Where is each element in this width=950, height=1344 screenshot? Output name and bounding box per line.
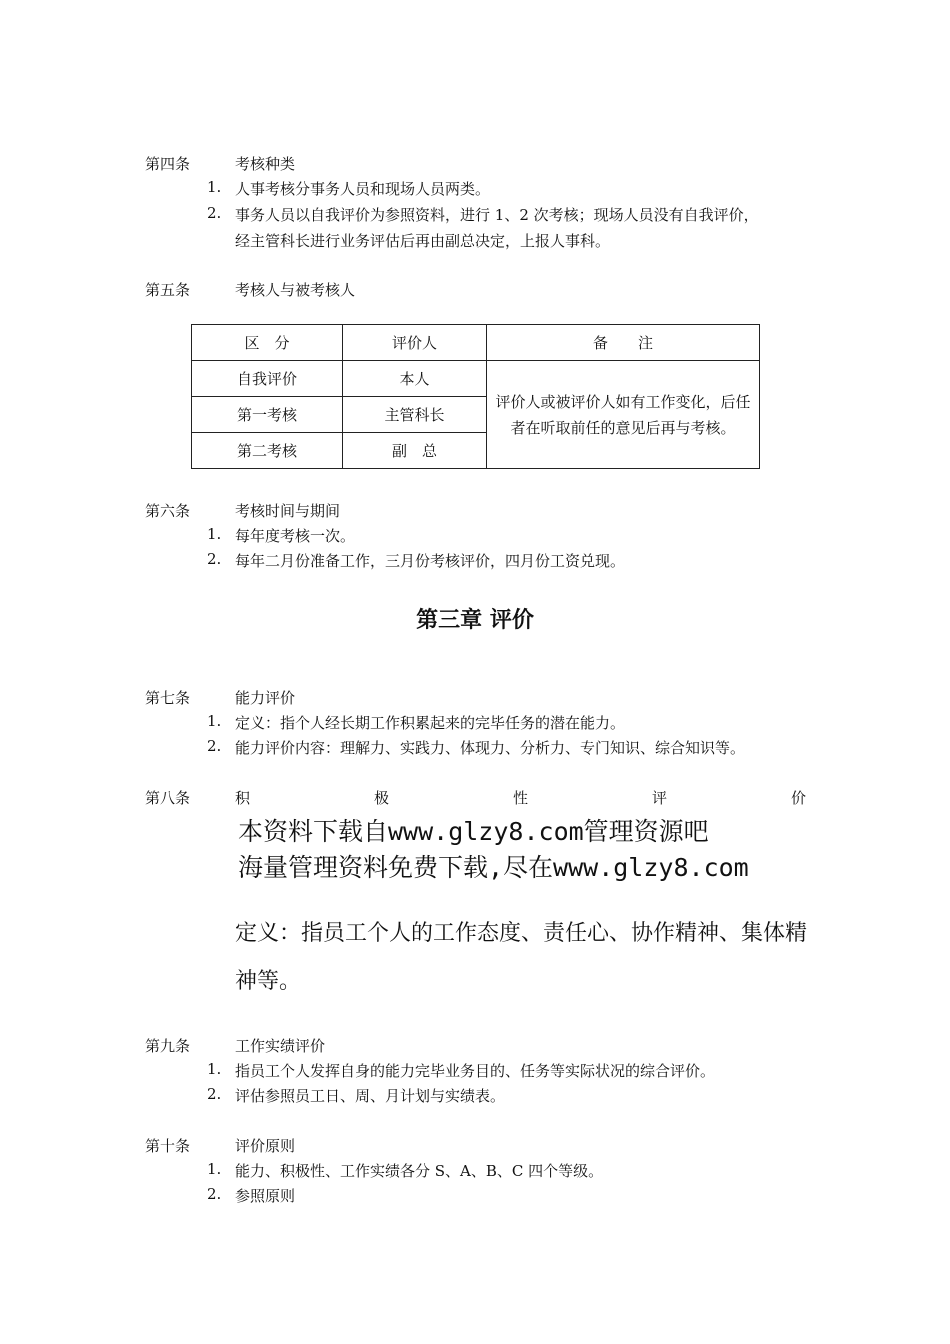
table-cell: 自我评价 (192, 361, 343, 397)
list-number: 1. (207, 1160, 222, 1178)
list-number: 1. (207, 525, 222, 543)
list-item: 每年度考核一次。 (235, 527, 356, 545)
table-cell: 第二考核 (192, 433, 343, 469)
list-item: 定义：指个人经长期工作积累起来的完毕任务的潜在能力。 (235, 714, 626, 732)
article-7-label: 第七条 (145, 689, 191, 707)
list-number: 2. (207, 1185, 222, 1203)
list-number: 2. (207, 204, 222, 222)
chapter-heading: 第三章 评价 (416, 608, 534, 633)
list-number: 1. (207, 712, 222, 730)
evaluator-table (191, 324, 760, 469)
watermark-line-2: 海量管理资料免费下载,尽在www.glzy8.com (238, 853, 749, 882)
article-8-title (235, 787, 806, 808)
article-8-label: 第八条 (145, 789, 191, 807)
list-item-continuation: 经主管科长进行业务评估后再由副总决定，上报人事科。 (235, 232, 611, 250)
watermark-line-1: 本资料下载自www.glzy8.com管理资源吧 (238, 817, 709, 846)
title-char: 价 (790, 789, 806, 807)
table-header-cell: 备 注 (487, 325, 760, 361)
list-number: 1. (207, 178, 222, 196)
article-10-label: 第十条 (145, 1137, 191, 1155)
list-item: 人事考核分事务人员和现场人员两类。 (235, 180, 491, 198)
title-char: 积 (235, 789, 251, 807)
article-6-title: 考核时间与期间 (235, 502, 341, 520)
list-item: 评估参照员工日、周、月计划与实绩表。 (235, 1087, 506, 1105)
list-number: 2. (207, 737, 222, 755)
title-char: 极 (373, 789, 389, 807)
table-cell: 主管科长 (343, 397, 487, 433)
table-note-cell: 评价人或被评价人如有工作变化，后任者在听取前任的意见后再与考核。 (487, 361, 760, 469)
article-6-label: 第六条 (145, 502, 191, 520)
article-4-title: 考核种类 (235, 155, 296, 173)
article-10-title: 评价原则 (235, 1137, 296, 1155)
list-number: 2. (207, 1085, 222, 1103)
table-header-cell: 区 分 (192, 325, 343, 361)
article-5-label: 第五条 (145, 281, 191, 299)
list-item: 每年二月份准备工作，三月份考核评价，四月份工资兑现。 (235, 552, 626, 570)
list-item: 参照原则 (235, 1187, 296, 1205)
article-9-title: 工作实绩评价 (235, 1037, 326, 1055)
article-9-label: 第九条 (145, 1037, 191, 1055)
title-char: 性 (512, 789, 528, 807)
article-5-title: 考核人与被考核人 (235, 281, 356, 299)
article-8-definition: 定义：指员工个人的工作态度、责任心、协作精神、集体精神等。 (235, 921, 808, 994)
list-item: 能力、积极性、工作实绩各分 S、A、B、C 四个等级。 (235, 1162, 604, 1180)
table-row (192, 361, 760, 397)
article-7-title: 能力评价 (235, 689, 296, 707)
table-cell: 第一考核 (192, 397, 343, 433)
list-item: 事务人员以自我评价为参照资料，进行 1、2 次考核；现场人员没有自我评价， (235, 206, 759, 224)
table-cell: 副 总 (343, 433, 487, 469)
list-number: 2. (207, 550, 222, 568)
table-cell: 本人 (343, 361, 487, 397)
list-item: 指员工个人发挥自身的能力完毕业务目的、任务等实际状况的综合评价。 (235, 1062, 716, 1080)
table-header-cell: 评价人 (343, 325, 487, 361)
list-item: 能力评价内容：理解力、实践力、体现力、分析力、专门知识、综合知识等。 (235, 739, 746, 757)
list-number: 1. (207, 1060, 222, 1078)
article-4-label: 第四条 (145, 155, 191, 173)
table-header-row (192, 325, 760, 361)
title-char: 评 (651, 789, 667, 807)
